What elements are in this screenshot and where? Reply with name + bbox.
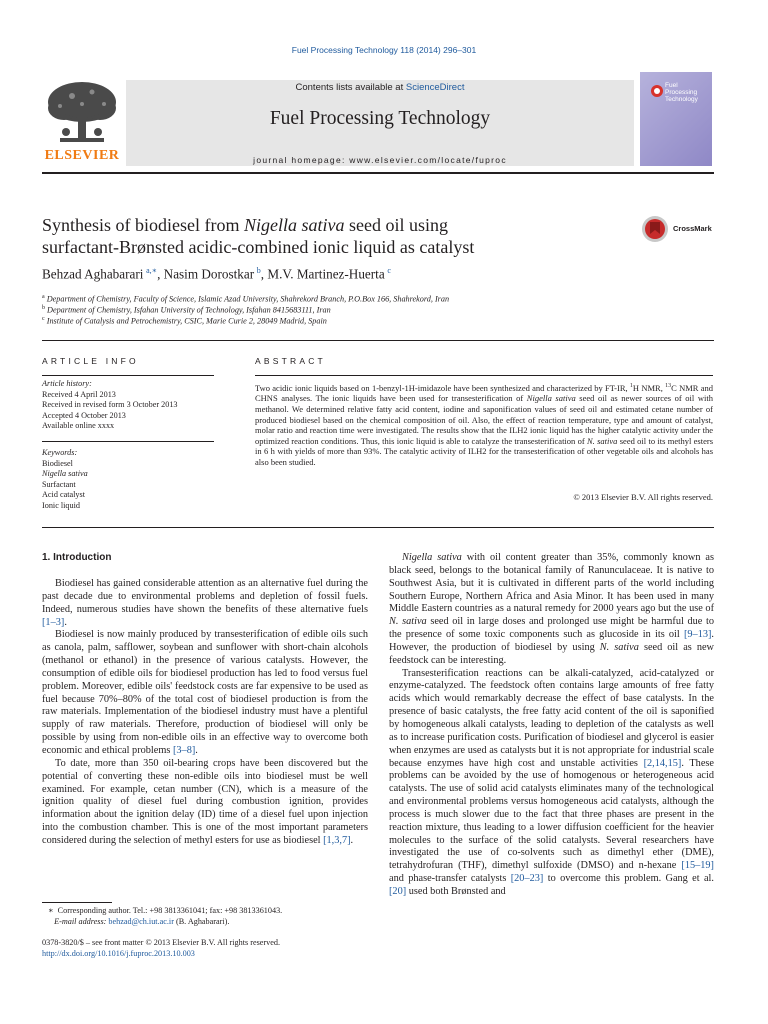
section-rule <box>42 340 714 341</box>
right-column <box>389 552 714 899</box>
text: seed oil in large doses and prolonged use might be harmful due to the presence of some toxic components such as glucoside in its oil <box>389 616 714 641</box>
abstract-segment: C NMR and CHNS analyses. The ionic liquids have been used for transesterification of <box>255 382 713 404</box>
reference-link[interactable]: [15–19] <box>681 860 714 872</box>
author-name: Nasim Dorostkar <box>163 266 255 282</box>
abstract-heading: ABSTRACT <box>255 356 326 366</box>
keywords <box>42 448 214 511</box>
text: used both Brønsted and <box>406 885 506 897</box>
abstract-sup: 13 <box>665 383 672 389</box>
paragraph: Biodiesel is now mainly produced by transesterification of edible oils such as canola, palm, safflower, soybean and sunflower with short-chain alcohols (methanol or ethanol) in the presence of various catalysts. However, the consumption of edible oils for biodiesel production has led to food versus fuel problem. Moreover, edible oils' feedstock costs are far expensive to be used as fuel because 70%–80% of the total cost of biodiesel production is from the raw materials. Implementation of the biodiesel industry must have a plentiful supply of raw materials. Therefore, production of biodiesel will only be possible by using from non-edible oils in an effective way to overcome both economic and ethical problems [3–8]. <box>42 629 368 756</box>
reference-link[interactable]: [1–3] <box>42 616 65 628</box>
abstract-sup: 1 <box>629 383 633 389</box>
info-rule <box>42 441 214 442</box>
author-affil-mark[interactable]: b <box>256 266 261 275</box>
affil-text: Department of Chemistry, Faculty of Science, Islamic Azad University, Shahrekord Branch, P.O.Box 166, Shahrekord, Iran <box>46 294 450 304</box>
keyword: Surfactant <box>42 479 76 489</box>
article-title <box>42 214 622 258</box>
reference-link[interactable]: [1,3,7] <box>323 834 351 846</box>
abstract-segment: seed oil to its methyl esters in 6 h with yields of more than 93%. The catalytic activity of ILH2 for the transesterification of other vegetable oils and alcohols has also been studied. <box>255 435 713 467</box>
reference-link[interactable]: [20] <box>389 885 407 897</box>
title-line2: surfactant-Brønsted acidic-combined ionic liquid as catalyst <box>42 237 475 257</box>
abstract-italic: Nigella sativa <box>526 393 576 404</box>
crossmark-icon <box>641 215 669 243</box>
author-affil-mark[interactable]: a,∗ <box>146 266 158 275</box>
section-heading: 1. Introduction <box>42 552 112 563</box>
history-item: Received in revised form 3 October 2013 <box>42 400 178 409</box>
affiliation <box>42 314 642 327</box>
abstract-segment: seed oil as newer sources of oil with methanol. We determined relative fatty acid content, iodine and saponification values of seed oil and estimated cetane number of produced biodiesel based on the chemical composition of oil. Also, the effect of reaction temperature, type and amount of catalyst, molar ratio and reaction time were investigated. The results show that the ILH2 ionic liquid has the higher catalytic activity under the optimized reaction conditions. Thus, this ionic liquid is able to catalyze the transesterification of <box>255 393 713 446</box>
abstract-segment: H NMR, <box>632 382 666 393</box>
italic-text: N. sativa <box>599 641 639 653</box>
header-rule <box>42 172 714 174</box>
text: with oil content greater than 35%, commonly known as black seed, belongs to the botanical family of Ranunculaceae. It is native to Southwest Asia, but it is cultivated in different parts of the world including Southern Europe, Northern Africa and Asia Minor. It has been used in many Middle Eastern countries as a natural remedy for 2000 years ago but the use of <box>389 552 714 615</box>
paragraph: To date, more than 350 oil-bearing crops have been discovered but the potential of converting these non-edible oils into biodiesel must be well examined. For example, cetan number (CN), which is a measure of the ignition quality of diesel fuel during combustion ignition, provides information about the ignition delay (ID) time of a diesel fuel upon injection into the combustion chamber. This is one of the most important parameters considered during the selection of methyl esters for use as biodiesel [1,3,7]. <box>42 757 368 846</box>
abstract-italic: N. sativa <box>587 435 618 446</box>
abstract-rule <box>255 375 713 376</box>
affil-mark: c <box>42 316 45 322</box>
info-rule <box>42 375 214 376</box>
abstract-text <box>255 381 713 468</box>
article-info-heading: ARTICLE INFO <box>42 356 139 366</box>
text: to overcome this problem. Gang et al. <box>543 873 714 885</box>
issn-line: 0378-3820/$ – see front matter © 2013 Elsevier B.V. All rights reserved. <box>42 938 281 947</box>
title-part: Synthesis of biodiesel from <box>42 215 244 235</box>
affil-text: Department of Chemistry, Isfahan University of Technology, Isfahan 8415683111, Iran <box>47 305 331 315</box>
copyright: © 2013 Elsevier B.V. All rights reserved. <box>573 492 713 502</box>
reference-link[interactable]: [20–23] <box>510 873 544 885</box>
reference-link[interactable]: [9–13] <box>683 629 712 641</box>
reference-link[interactable]: [2,14,15] <box>643 757 682 769</box>
keyword: Nigella sativa <box>42 469 88 478</box>
author-list: Behzad Aghabarari $^{a,∗}$, Nasim Dorostkar $^b$, M.V. Martinez-Huerta $^c$ <box>42 266 391 282</box>
text: Biodiesel has gained considerable attention as an alternative fuel during the past decade due to environmental problems and depletion of fossil fuels. Indeed, numerous studies have shown the benefits of these alternative fuels <box>42 578 368 615</box>
keyword: Biodiesel <box>42 458 73 468</box>
reference-link[interactable]: [3–8] <box>172 744 196 756</box>
author-name: M.V. Martinez-Huerta <box>267 266 385 282</box>
text: seed oil as new feedstock can be interesting. <box>389 641 714 666</box>
text: . These problems can be avoided by the use of homogenous or heterogeneous acid catalysts. The use of solid acid catalysts eliminates many of the technological and environmental problems versus homogeneous acid catalysts, although the process is much slower due to the fact that three phases are present in the reaction mixture, thus leading to a lower diffusion coefficient for the heavier molecules to the surface of the solid catalysts. Several researchers have investigated the use of co-solvents such as dimethyl ether (DME), tetrahydrofuran (THF), dimethyl sulfoxide (DMSO) and n-hexane <box>389 757 714 872</box>
publisher-name: ELSEVIER <box>44 148 120 163</box>
text: and phase-transfer catalysts <box>389 873 511 885</box>
crossmark-label: CrossMark <box>673 224 712 233</box>
email-label: E-mail address: <box>54 916 109 926</box>
abstract-segment: Two acidic ionic liquids based on 1-benzyl-1H-imidazole have been synthesized and characterized by FT-IR, <box>255 382 630 393</box>
text: To date, more than 350 oil-bearing crops have been discovered but the potential of converting these non-edible oils into biodiesel must be well examined. For example, cetan number (CN), which is a measure of the ignition quality of diesel fuel during combustion ignition, provides information about the ignition delay (ID) time of a diesel fuel upon injection into the combustion chamber. This is one of the most important parameters considered during the selection of methyl esters for use as biodiesel <box>42 757 368 846</box>
contents-prefix: Contents lists available at <box>295 82 406 93</box>
title-part: seed oil using <box>344 215 448 235</box>
journal-homepage[interactable]: journal homepage: www.elsevier.com/locate/fuproc <box>253 155 507 165</box>
title-italic: Nigella sativa <box>243 215 345 235</box>
cover-title: Fuel Processing Technology <box>665 82 698 103</box>
paragraph: Biodiesel has gained considerable attention as an alternative fuel during the past decade due to environmental problems and depletion of fossil fuels. Indeed, numerous studies have shown the benefits of these alternative fuels [1–3]. <box>42 578 368 628</box>
sciencedirect-link[interactable]: ScienceDirect <box>405 82 465 93</box>
fuel-drop-icon <box>650 84 664 98</box>
doi-link[interactable]: http://dx.doi.org/10.1016/j.fuproc.2013.10.003 <box>42 949 195 958</box>
history-label: Article history: <box>42 379 92 388</box>
email-link[interactable]: behzad@ch.iut.ac.ir <box>108 916 174 926</box>
keyword: Ionic liquid <box>42 500 80 510</box>
author-affil-mark[interactable]: c <box>387 266 391 275</box>
affil-mark: a <box>42 294 45 300</box>
affil-mark: b <box>42 305 45 311</box>
article-history <box>42 379 214 432</box>
corresponding-footnote: ∗ Corresponding author. Tel.: +98 3813361041; fax: +98 3813361043. E-mail address: behzad@ch.iut.ac.ir (B. Aghabarari). <box>48 906 283 926</box>
contents-line <box>126 82 634 93</box>
history-item: Available online xxxx <box>42 421 115 430</box>
paragraph <box>389 552 714 668</box>
keywords-label: Keywords: <box>42 448 78 457</box>
text: . However, the production of biodiesel by using <box>389 629 714 653</box>
italic-text: N. sativa <box>389 616 427 628</box>
section-rule <box>42 527 714 528</box>
affil-text: Institute of Catalysis and Petrochemistry, CSIC, Marie Curie 2, 28049 Madrid, Spain <box>46 316 327 326</box>
journal-title: Fuel Processing Technology <box>269 108 491 129</box>
history-item: Accepted 4 October 2013 <box>42 410 126 420</box>
italic-text: Nigella sativa <box>402 552 462 563</box>
journal-citation[interactable]: Fuel Processing Technology 118 (2014) 296–301 <box>291 45 477 55</box>
keyword: Acid catalyst <box>42 490 85 499</box>
footnote-text: Corresponding author. Tel.: +98 3813361041; fax: +98 3813361043. <box>57 906 283 915</box>
history-item: Received 4 April 2013 <box>42 389 116 399</box>
left-column <box>42 578 368 848</box>
footnote-rule <box>42 902 112 903</box>
author-name: Behzad Aghabarari <box>42 266 144 282</box>
paragraph <box>389 668 714 899</box>
crossmark-button[interactable] <box>641 215 715 243</box>
footnote-text: (B. Aghabarari). <box>173 916 230 926</box>
text: Transesterification reactions can be alkali-catalyzed, acid-catalyzed or enzyme-catalyzed. The feedstock often contains large amounts of free fatty acids which would remarkably decrease the effect of base catalysts. In the presence of basic catalysts, the free fatty acid content of the oil is saponified by homogeneous alkali catalysts, leading to depletion of the catalysts as well as to increase purification costs. Purification of biodiesel and glycerol is easier when enzymes are used as catalysts but it is not appropriate for industrial scale because enzymes have high cost and unstable activities <box>389 667 714 769</box>
text: Biodiesel is now mainly produced by transesterification of edible oils such as canola, palm, safflower, soybean and sunflower with short-chain alcohols (methanol or ethanol) in the presence of various catalysts. However, the consumption of edible oils for biodiesel production has led to food versus fuel problem. Moreover, edible oils' feedstock costs are far expensive to be used as fuel because 70%–80% of the total cost of biodiesel production is from the raw materials. Implementation of the biodiesel industry must have a plentiful supply of raw materials. Therefore, production of biodiesel will only be possible by using from non-edible oils in an effective way to overcome both economic and ethical problems <box>42 629 368 756</box>
